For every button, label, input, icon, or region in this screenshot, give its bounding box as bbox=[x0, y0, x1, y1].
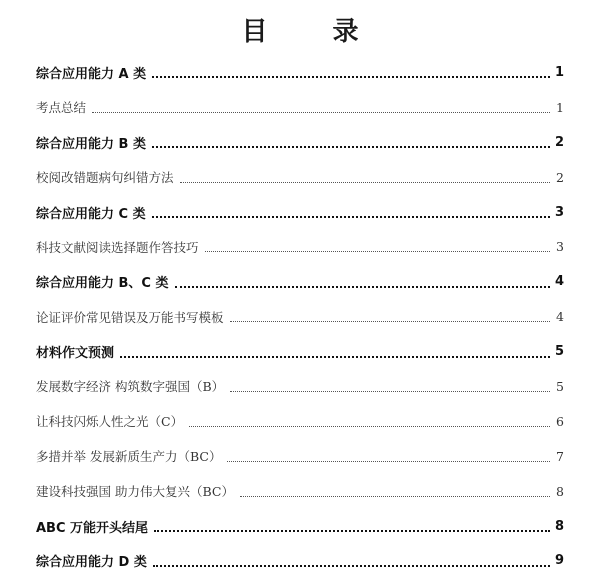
dot-leader bbox=[205, 251, 550, 252]
dot-leader bbox=[154, 530, 550, 532]
toc-title: 目 录 bbox=[241, 17, 387, 47]
dot-leader bbox=[152, 216, 550, 218]
toc-entry[interactable] bbox=[36, 229, 564, 264]
toc-entry-page: 8 bbox=[554, 518, 564, 534]
toc-entry-page: 4 bbox=[554, 274, 564, 290]
toc-entry[interactable] bbox=[36, 195, 564, 230]
dot-leader bbox=[152, 146, 550, 148]
toc-entry-label: 校阅改错题病句纠错方法 bbox=[36, 170, 174, 186]
toc-entry[interactable] bbox=[36, 474, 564, 509]
dot-leader bbox=[180, 182, 550, 183]
toc-entry[interactable] bbox=[36, 55, 564, 90]
toc-entry-page: 1 bbox=[556, 99, 564, 115]
dot-leader bbox=[92, 112, 550, 113]
toc-entry[interactable] bbox=[36, 160, 564, 195]
toc-entry-page: 1 bbox=[554, 64, 564, 80]
toc-entry[interactable] bbox=[36, 299, 564, 334]
toc-entry-page: 6 bbox=[556, 413, 564, 429]
toc-entry[interactable] bbox=[36, 334, 564, 369]
toc-entry[interactable] bbox=[36, 509, 564, 544]
toc-entry-label: 多措并举 发展新质生产力（BC） bbox=[36, 449, 222, 465]
dot-leader bbox=[175, 286, 550, 288]
toc-entry-page: 2 bbox=[556, 169, 564, 185]
dot-leader bbox=[230, 321, 550, 322]
dot-leader bbox=[153, 565, 550, 567]
toc-entry-page: 8 bbox=[556, 483, 564, 499]
toc-entry-page: 9 bbox=[554, 553, 564, 569]
toc-entry-label: 综合应用能力 C 类 bbox=[36, 203, 148, 222]
dot-leader bbox=[120, 356, 550, 358]
toc-entry-page: 2 bbox=[554, 134, 564, 150]
toc-entry-page: 7 bbox=[556, 448, 564, 464]
toc-entry-page: 3 bbox=[556, 239, 564, 255]
toc-entry[interactable] bbox=[36, 404, 564, 439]
toc-entry-label: 科技文献阅读选择题作答技巧 bbox=[36, 239, 199, 255]
toc-entry[interactable] bbox=[36, 125, 564, 160]
toc-entry-label: 材料作文预测 bbox=[36, 342, 116, 361]
dot-leader bbox=[230, 391, 550, 392]
toc-entry[interactable] bbox=[36, 264, 564, 299]
toc-entry[interactable] bbox=[36, 369, 564, 404]
toc-entry[interactable] bbox=[36, 439, 564, 474]
toc-entry-label: 考点总结 bbox=[36, 100, 87, 116]
toc-entry-label: 综合应用能力 B 类 bbox=[36, 133, 148, 152]
toc-entry-label: 综合应用能力 A 类 bbox=[36, 63, 148, 82]
dot-leader bbox=[240, 496, 550, 497]
toc-entry[interactable] bbox=[36, 90, 564, 125]
dot-leader bbox=[152, 76, 550, 78]
toc-entry-label: 让科技闪烁人性之光（C） bbox=[36, 414, 184, 430]
toc-entry-label: ABC 万能开头结尾 bbox=[36, 517, 150, 536]
toc-entry-label: 综合应用能力 B、C 类 bbox=[36, 272, 171, 291]
toc-entry-page: 5 bbox=[556, 378, 564, 394]
table-of-contents bbox=[36, 55, 564, 578]
toc-entry[interactable] bbox=[36, 543, 564, 578]
dot-leader bbox=[189, 426, 550, 427]
toc-entry-label: 建设科技强国 助力伟大复兴（BC） bbox=[36, 484, 234, 500]
dot-leader bbox=[227, 461, 550, 462]
toc-entry-label: 论证评价常见错误及万能书写模板 bbox=[36, 309, 224, 325]
toc-entry-page: 3 bbox=[554, 204, 564, 220]
toc-entry-label: 综合应用能力 D 类 bbox=[36, 551, 149, 570]
toc-entry-page: 4 bbox=[556, 309, 564, 325]
toc-entry-page: 5 bbox=[554, 344, 564, 360]
toc-entry-label: 发展数字经济 构筑数字强国（B） bbox=[36, 379, 225, 395]
